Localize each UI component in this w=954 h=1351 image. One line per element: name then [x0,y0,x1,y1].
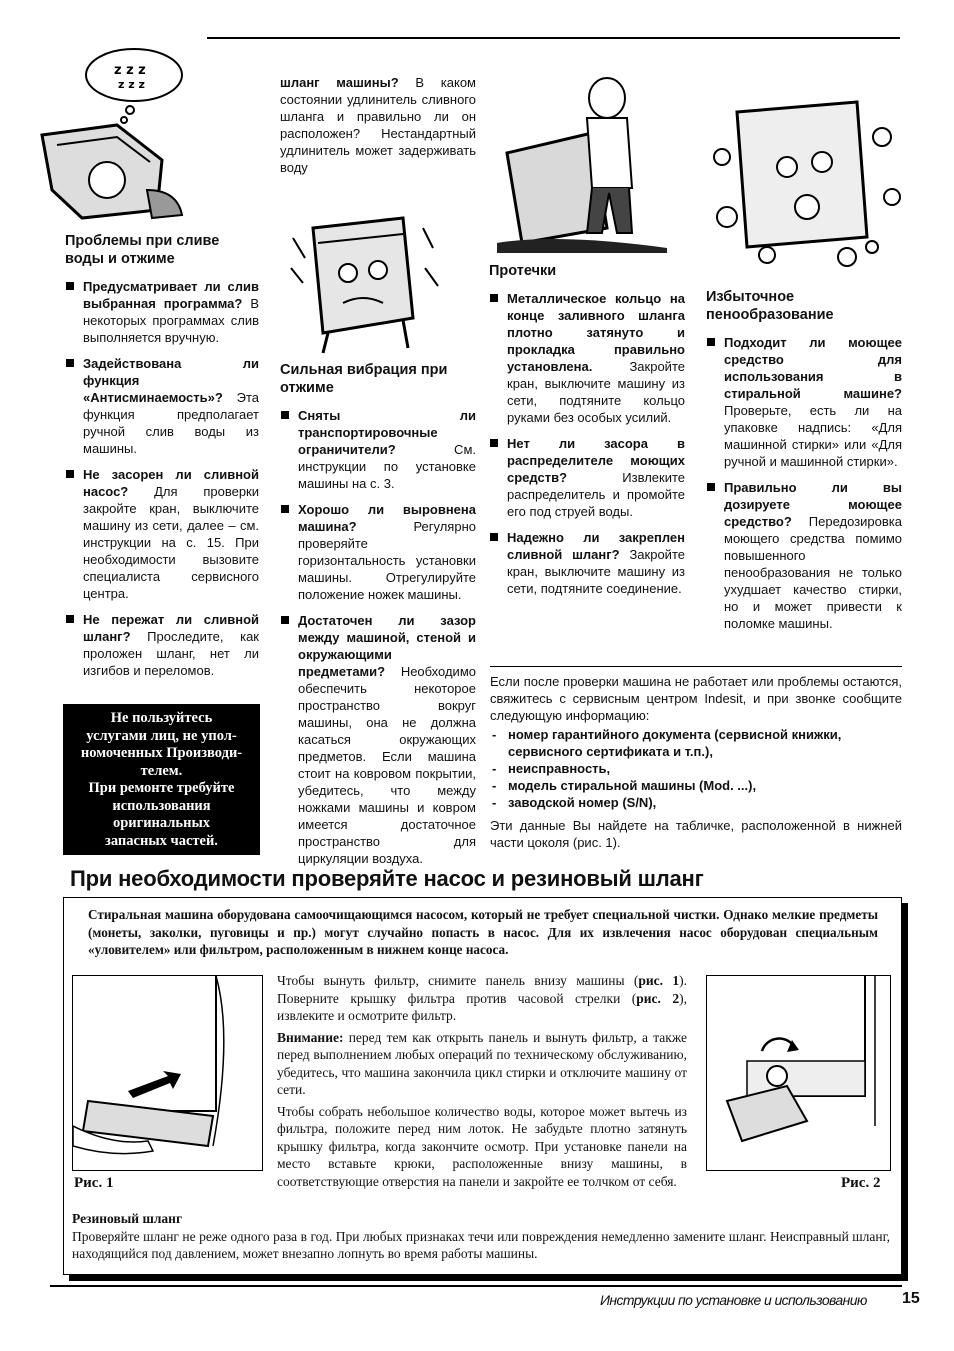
hose-title: Резиновый шланг [72,1211,183,1226]
figure-2-label: Рис. 2 [841,1175,881,1191]
filter-instructions: Чтобы вынуть фильтр, снимите панель внизу машины (рис. 1). Поверните крышку фильтра против часовой стрелки (рис. 2), извлеките и осмотрите фильтр. Внимание: перед тем как открыть панель и вынуть фильтр, а также перед выполнением любых операций по техническому обслуживанию, убедитесь, что машина закончила цикл стирки и отключите машину от сети. Чтобы собрать небольшое количество воды, которое может вытечь из фильтра, положите перед ним лоток. Не забудьте плотно затянуть крышку фильтра, когда закончите осмотр. При установке панели на место вставьте крюки, расположенные внизу машины, в соответствующие отверстия на панели и закройте ее толчком от себя. [277,973,687,1189]
hose-text: Проверяйте шланг не реже одного раза в год. При любых признаках течи или повреждения немедленно замените шланг. Неисправный шланг, находящийся под давлением, может внезапно лопнуть во время работы машины. [72,1228,890,1261]
sleeping-washer-illustration [22,40,192,225]
foam-washer-illustration [707,97,907,267]
list-item: Металлическое кольцо на конце заливного шланга плотно затянуто и прокладка правильно установлена. Закройте кран, выключите машину из сети, подтяните кольцо руками без особых усилий. [489,290,685,426]
list-item: - неисправность, [490,760,902,777]
foam-column [706,288,902,641]
list-item: Подходит ли моющее средство для использования в стиральной машине? Проверьте, есть ли на упаковке надпись: «Для машинной стирки» или «Для ручной и машинной стирки». [706,334,902,470]
leaks-heading: Протечки [489,263,557,279]
list-item: - заводской номер (S/N), [490,794,902,811]
service-contact-block: Если после проверки машина не работает или проблемы остаются, свяжитесь с сервисным центром Indesit, и при звонке сообщите следующую информацию: - номер гарантийного документа (сервисной книжки, сервисного сертификата и т.п.), - неисправность, - модель стиральной машины (Mod. ...), - заводской номер (S/N), Эти данные Вы найдете на табличке, расположенной в нижней части цоколя (рис. 1). [490,673,902,853]
svg-text:z z z: z z z [118,78,145,91]
list-item: Правильно ли вы дозируете моющее средство? Передозировка моющего средства помимо повышенного пенообразования не только ухудшает качество стирки, но и может привести к поломке машины. [706,479,902,632]
list-item: Достаточен ли зазор между машиной, стеной и окружающими предметами? Необходимо обеспечить некоторое пространство вокруг машины, она не должна касаться окружающих предметов. Если машина стоит на ковровом покрытии, убедитесь, что между ножками машины и ковром имеется достаточное пространство для циркуляции воздуха. [280,612,476,867]
list-item: Предусматривает ли слив выбранная программа? В некоторых программах слив выполняется вручную. [65,278,259,346]
list-item: Не пережат ли сливной шланг? Проследите, как проложен шланг, нет ли изгибов и переломов. [65,611,259,679]
footer-rule [50,1285,902,1287]
figure-1-label: Рис. 1 [74,1175,114,1191]
leaks-column [489,262,685,606]
foam-heading: Избыточное пенообразование [706,289,834,323]
vibrating-washer-illustration [283,198,443,358]
list-item: Задействована ли функция «Антисминаемость»? Эта функция предполагает ручной слив воды из машины. [65,355,259,457]
drain-problems-column [65,232,259,688]
svg-text:z z z: z z z [114,63,146,78]
list-item: Не засорен ли сливной насос? Для проверки закройте кран, выключите машину из сети, далее – см. инструкции на с. 15. При необходимости вызовите специалиста сервисного центра. [65,466,259,602]
section-title: При необходимости проверяйте насос и резиновый шланг [70,866,704,891]
list-item: - номер гарантийного документа (сервисной книжки, сервисного сертификата и т.п.), [490,726,902,760]
footer-title: Инструкции по установке и использованию [600,1292,867,1308]
box-shadow [69,1275,908,1281]
top-rule [207,37,900,39]
panel-removal-illustration [73,976,261,1169]
vibration-column [280,361,476,876]
figure-2 [706,975,891,1171]
vibration-heading: Сильная вибрация при отжиме [280,362,448,396]
service-warning-box: Не пользуйтесь услугами лиц, не упол- номоченных Производи- телем. При ремонте требуйте использования оригинальных запасных частей. [63,704,260,855]
list-item: Надежно ли закреплен сливной шланг? Закройте кран, выключите машину из сети, подтяните соединение. [489,529,685,597]
list-item: Нет ли засора в распределителе моющих средств? Извлеките распределитель и промойте его под струей воды. [489,435,685,520]
contact-divider [490,666,902,667]
hose-section [72,1210,890,1263]
list-item: Хорошо ли выровнена машина? Регулярно проверяйте горизонтальность установки машины. Отрегулируйте положение ножек машины. [280,501,476,603]
hose-continuation: шланг машины? В каком состоянии удлинитель сливного шланга и правильно ли он расположен? Нестандартный удлинитель может задерживать воду [280,75,476,175]
list-item: - модель стиральной машины (Mod. ...), [490,777,902,794]
page-number: 15 [902,1290,920,1307]
pump-intro: Стиральная машина оборудована самоочищающимся насосом, который не требует специальной чистки. Однако мелкие предметы (монеты, заколки, пуговицы и пр.) могут случайно попасть в насос. Для их извлечения насос оборудован специальным «уловителем» или фильтром, расположенным в нижнем конце насоса. [88,907,878,957]
box-shadow [902,903,908,1281]
figure-1 [72,975,263,1171]
filter-cap-illustration [707,976,889,1169]
drain-heading: Проблемы при сливе воды и отжиме [65,233,220,267]
list-item: Сняты ли транспортировочные ограничители? См. инструкции по установке машины на с. 3. [280,407,476,492]
leak-illustration [497,58,677,253]
